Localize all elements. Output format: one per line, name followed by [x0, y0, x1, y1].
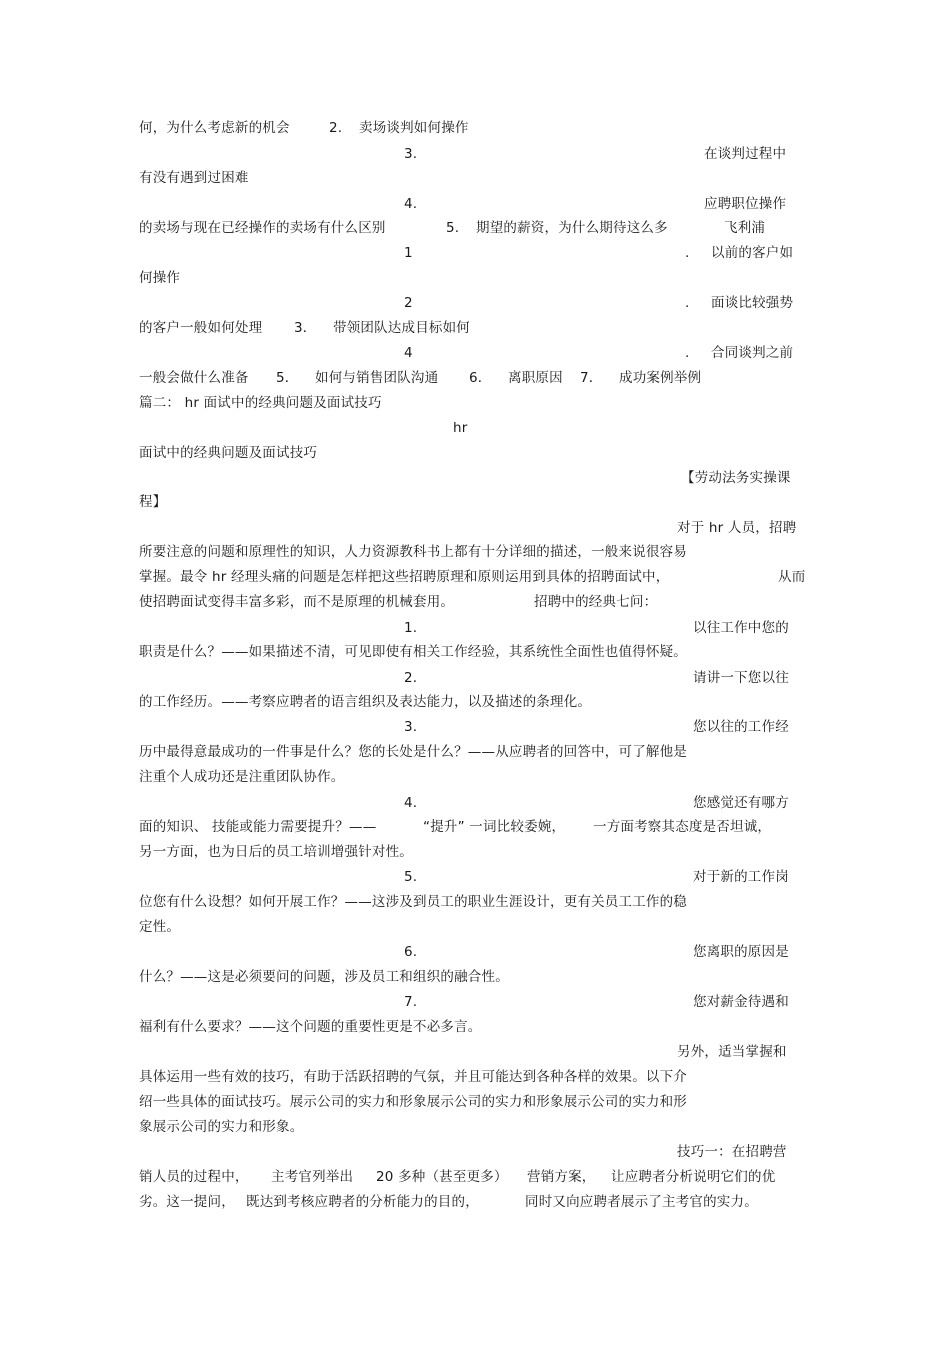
text-line: 在谈判过程中 — [704, 146, 787, 162]
text-line: 位您有什么设想？如何开展工作？——这涉及到员工的职业生涯设计，更有关员工工作的稳 — [139, 894, 687, 910]
text-line: 有没有遇到过困难 — [139, 170, 249, 186]
text-line: 销人员的过程中， — [139, 1169, 249, 1185]
text-line: 掌握。最令 hr 经理头痛的问题是怎样把这些招聘原理和原则运用到具体的招聘面试中， — [139, 569, 670, 585]
list-number: 4 — [404, 345, 413, 361]
list-number: 6． — [469, 370, 492, 386]
text-line: 福利有什么要求？——这个问题的重要性更是不必多言。 — [139, 1019, 482, 1035]
text-line: 您对薪金待遇和 — [693, 994, 789, 1010]
list-number: 6. — [404, 944, 418, 960]
text-line: 何操作 — [139, 270, 181, 286]
list-number: 7. — [404, 994, 418, 1010]
text-line: . — [685, 345, 690, 361]
text-line: 劣。这一提问， — [139, 1194, 235, 1210]
list-number: 4. — [404, 196, 418, 212]
list-number: 4. — [404, 795, 418, 811]
list-number: 5． — [276, 370, 299, 386]
text-line: 定性。 — [139, 919, 181, 935]
text-line: 您以往的工作经 — [693, 719, 789, 735]
text-line: 20 多种（甚至更多） — [376, 1169, 508, 1185]
list-number: 5. — [404, 869, 418, 885]
text-line: 如何与销售团队沟通 — [315, 370, 439, 386]
text-line: 另一方面，也为日后的员工培训增强针对性。 — [139, 844, 413, 860]
text-line: 期望的薪资，为什么期待这么多 — [476, 220, 668, 236]
list-number: 7． — [580, 370, 603, 386]
text-line: 卖场谈判如何操作 — [359, 120, 469, 136]
text-line: 成功案例举例 — [619, 370, 702, 386]
list-number: 2 — [404, 295, 413, 311]
text-line: hr — [453, 420, 468, 436]
text-line: 面谈比较强势 — [711, 295, 794, 311]
text-line: 【劳动法务实操课 — [681, 470, 791, 486]
text-line: 您感觉还有哪方 — [693, 795, 789, 811]
text-line: 什么？——这是必须要问的问题，涉及员工和组织的融合性。 — [139, 969, 509, 985]
text-line: 以往工作中您的 — [693, 620, 789, 636]
text-line: 使招聘面试变得丰富多彩，而不是原理的机械套用。 — [139, 594, 455, 610]
text-line: 招聘中的经典七问： — [534, 594, 658, 610]
list-number: 1. — [404, 620, 418, 636]
text-line: 既达到考核应聘者的分析能力的目的， — [246, 1194, 479, 1210]
text-line: 带领团队达成目标如何 — [333, 320, 470, 336]
text-line: 何，为什么考虑新的机会 — [139, 120, 290, 136]
text-line: 所要注意的问题和原理性的知识，人力资源教科书上都有十分详细的描述，一般来说很容易 — [139, 544, 687, 560]
text-line: 象展示公司的实力和形象。 — [139, 1119, 304, 1135]
text-line: 同时又向应聘者展示了主考官的实力。 — [525, 1194, 758, 1210]
section-heading: 篇二： hr 面试中的经典问题及面试技巧 — [139, 395, 382, 411]
text-line: “提升” 一词比较委婉， — [423, 819, 566, 835]
text-line: 职责是什么？——如果描述不清，可见即使有相关工作经验，其系统性全面性也值得怀疑。 — [139, 644, 687, 660]
text-line: 从而 — [778, 569, 806, 585]
list-number: 5. — [446, 220, 460, 236]
text-line: . — [685, 295, 690, 311]
list-number: 2. — [404, 670, 418, 686]
text-line: 面试中的经典问题及面试技巧 — [139, 445, 318, 461]
text-line: 以前的客户如 — [711, 245, 794, 261]
text-line: 对于 hr 人员，招聘 — [677, 520, 797, 536]
text-line: 具体运用一些有效的技巧，有助于活跃招聘的气氛，并且可能达到各种各样的效果。以下介 — [139, 1069, 687, 1085]
text-line: 历中最得意最成功的一件事是什么？您的长处是什么？——从应聘者的回答中，可了解他是 — [139, 744, 687, 760]
text-line: 飞利浦 — [724, 220, 766, 236]
text-line: 应聘职位操作 — [704, 196, 787, 212]
text-line: 主考官列举出 — [271, 1169, 354, 1185]
text-line: 的工作经历。——考察应聘者的语言组织及表达能力，以及描述的条理化。 — [139, 694, 592, 710]
text-line: 一般会做什么准备 — [139, 370, 249, 386]
text-line: 另外，适当掌握和 — [677, 1044, 787, 1060]
text-line: 注重个人成功还是注重团队协作。 — [139, 769, 345, 785]
text-line: 合同谈判之前 — [711, 345, 794, 361]
text-line: 绍一些具体的面试技巧。展示公司的实力和形象展示公司的实力和形象展示公司的实力和形 — [139, 1094, 687, 1110]
list-number: 2. — [329, 120, 343, 136]
list-number: 3. — [404, 719, 418, 735]
text-line: 离职原因 — [508, 370, 563, 386]
list-number: 3． — [294, 320, 317, 336]
text-line: 的客户一般如何处理 — [139, 320, 263, 336]
text-line: 您离职的原因是 — [693, 944, 789, 960]
text-line: 一方面考察其态度是否坦诚， — [593, 819, 772, 835]
text-line: . — [685, 245, 690, 261]
text-line: 营销方案， — [527, 1169, 596, 1185]
text-line: 对于新的工作岗 — [693, 869, 789, 885]
text-line: 的卖场与现在已经操作的卖场有什么区别 — [139, 220, 386, 236]
list-number: 3. — [404, 146, 418, 162]
text-line: 技巧一：在招聘营 — [677, 1144, 787, 1160]
list-number: 1 — [404, 245, 413, 261]
text-line: 让应聘者分析说明它们的优 — [611, 1169, 776, 1185]
text-line: 面的知识、 技能或能力需要提升？—— — [139, 819, 377, 835]
text-line: 请讲一下您以往 — [693, 670, 789, 686]
text-line: 程】 — [139, 494, 167, 510]
